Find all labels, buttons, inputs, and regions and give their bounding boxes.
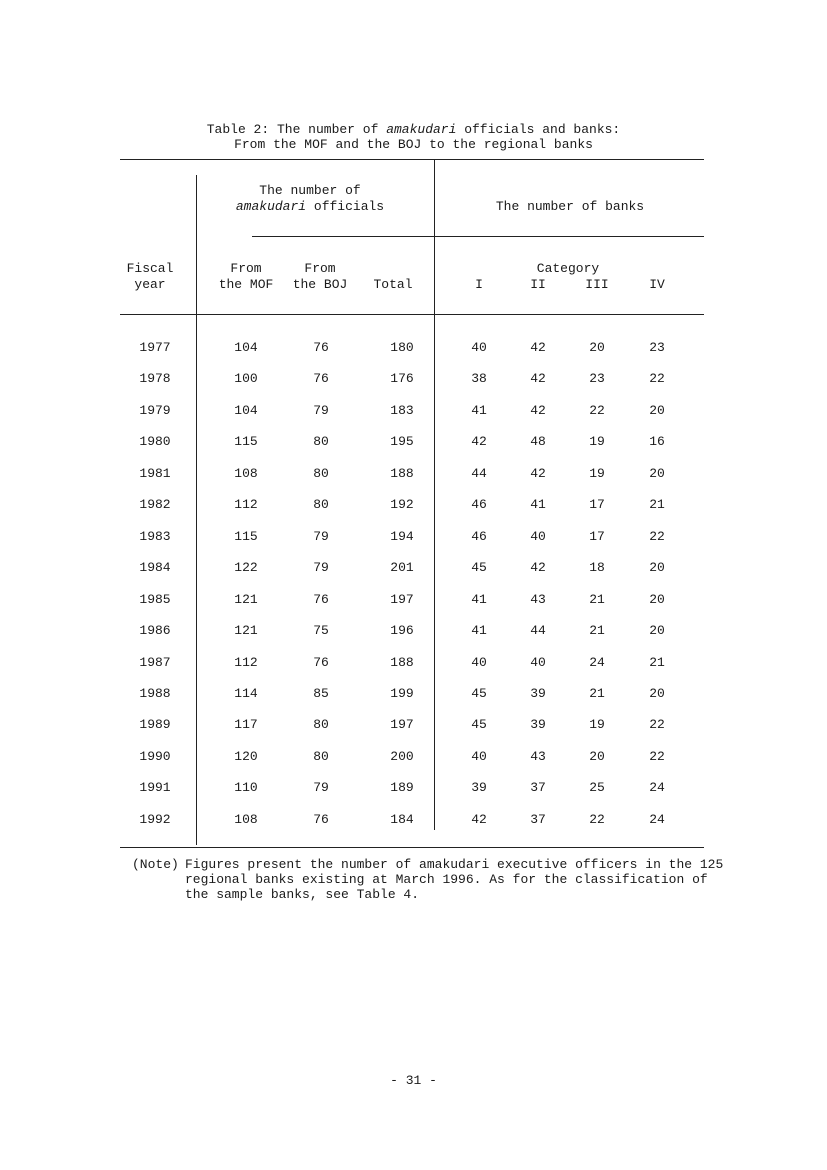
year-column-divider bbox=[196, 175, 197, 845]
cell-category-ii: 42 bbox=[530, 403, 546, 418]
cell-category-ii: 40 bbox=[530, 529, 546, 544]
cell-fiscal-year: 1979 bbox=[139, 403, 171, 418]
cell-category-iv: 22 bbox=[649, 529, 665, 544]
cell-total: 189 bbox=[390, 780, 414, 795]
cell-fiscal-year: 1987 bbox=[139, 655, 171, 670]
cell-from-mof: 112 bbox=[234, 655, 258, 670]
cell-category-iv: 22 bbox=[649, 371, 665, 386]
category-iv-header: IV bbox=[649, 277, 665, 292]
cell-category-ii: 39 bbox=[530, 686, 546, 701]
cell-fiscal-year: 1990 bbox=[139, 749, 171, 764]
cell-from-mof: 108 bbox=[234, 466, 258, 481]
title-line1-prefix: Table 2: The number of bbox=[206, 122, 387, 137]
cell-category-iv: 20 bbox=[649, 403, 665, 418]
cell-category-iii: 20 bbox=[589, 340, 605, 355]
cell-category-iii: 25 bbox=[589, 780, 605, 795]
cell-from-boj: 79 bbox=[313, 780, 329, 795]
header-bottom-rule bbox=[120, 314, 704, 315]
cell-from-mof: 121 bbox=[234, 592, 258, 607]
cell-category-iii: 19 bbox=[589, 466, 605, 481]
cell-category-i: 40 bbox=[471, 749, 487, 764]
from-boj-header-line2: the BOJ bbox=[292, 277, 348, 292]
cell-category-iv: 20 bbox=[649, 592, 665, 607]
category-header: Category bbox=[536, 261, 600, 276]
note-label: (Note) bbox=[132, 857, 179, 872]
cell-total: 180 bbox=[390, 340, 414, 355]
cell-from-boj: 79 bbox=[313, 560, 329, 575]
total-header: Total bbox=[373, 277, 413, 292]
cell-category-ii: 48 bbox=[530, 434, 546, 449]
cell-category-iv: 22 bbox=[649, 717, 665, 732]
cell-from-boj: 76 bbox=[313, 371, 329, 386]
cell-total: 184 bbox=[390, 812, 414, 827]
cell-total: 183 bbox=[390, 403, 414, 418]
cell-category-i: 41 bbox=[471, 403, 487, 418]
cell-total: 188 bbox=[390, 655, 414, 670]
cell-category-i: 42 bbox=[471, 812, 487, 827]
from-boj-header bbox=[284, 261, 356, 293]
cell-category-iv: 20 bbox=[649, 466, 665, 481]
cell-category-iii: 21 bbox=[589, 592, 605, 607]
cell-category-i: 41 bbox=[471, 623, 487, 638]
cell-category-i: 42 bbox=[471, 434, 487, 449]
category-i-header: I bbox=[475, 277, 483, 292]
table-subtitle: From the MOF and the BOJ to the regional banks bbox=[234, 137, 593, 152]
cell-fiscal-year: 1985 bbox=[139, 592, 171, 607]
cell-from-boj: 80 bbox=[313, 434, 329, 449]
cell-from-boj: 80 bbox=[313, 717, 329, 732]
cell-from-mof: 121 bbox=[234, 623, 258, 638]
cell-from-mof: 114 bbox=[234, 686, 258, 701]
cell-category-i: 38 bbox=[471, 371, 487, 386]
cell-category-ii: 42 bbox=[530, 371, 546, 386]
cell-category-ii: 42 bbox=[530, 560, 546, 575]
cell-total: 196 bbox=[390, 623, 414, 638]
cell-from-mof: 120 bbox=[234, 749, 258, 764]
cell-category-ii: 43 bbox=[530, 592, 546, 607]
from-mof-header bbox=[210, 261, 282, 293]
cell-category-iii: 22 bbox=[589, 403, 605, 418]
cell-fiscal-year: 1986 bbox=[139, 623, 171, 638]
cell-total: 192 bbox=[390, 497, 414, 512]
officials-group-suffix: officials bbox=[306, 199, 385, 214]
cell-fiscal-year: 1982 bbox=[139, 497, 171, 512]
cell-from-boj: 80 bbox=[313, 497, 329, 512]
cell-from-boj: 85 bbox=[313, 686, 329, 701]
cell-fiscal-year: 1991 bbox=[139, 780, 171, 795]
cell-category-iii: 19 bbox=[589, 434, 605, 449]
cell-fiscal-year: 1983 bbox=[139, 529, 171, 544]
cell-category-i: 45 bbox=[471, 686, 487, 701]
cell-total: 194 bbox=[390, 529, 414, 544]
cell-category-iii: 20 bbox=[589, 749, 605, 764]
cell-from-mof: 100 bbox=[234, 371, 258, 386]
cell-total: 197 bbox=[390, 717, 414, 732]
cell-category-iii: 23 bbox=[589, 371, 605, 386]
cell-category-ii: 37 bbox=[530, 780, 546, 795]
cell-category-iii: 24 bbox=[589, 655, 605, 670]
cell-from-boj: 79 bbox=[313, 529, 329, 544]
cell-category-i: 45 bbox=[471, 717, 487, 732]
note-text: Figures present the number of amakudari executive officers in the 125 regional banks existing at March 1996. As for the classification of the sample banks, see Table 4. bbox=[185, 857, 724, 902]
from-mof-header-line1: From bbox=[230, 261, 262, 276]
cell-category-iv: 21 bbox=[649, 497, 665, 512]
cell-category-i: 46 bbox=[471, 497, 487, 512]
cell-total: 201 bbox=[390, 560, 414, 575]
cell-total: 176 bbox=[390, 371, 414, 386]
cell-category-iv: 23 bbox=[649, 340, 665, 355]
fiscal-year-header bbox=[120, 261, 180, 293]
cell-from-boj: 76 bbox=[313, 655, 329, 670]
cell-category-iv: 20 bbox=[649, 560, 665, 575]
title-line1-italic: amakudari bbox=[386, 122, 457, 137]
cell-category-ii: 42 bbox=[530, 340, 546, 355]
cell-total: 195 bbox=[390, 434, 414, 449]
cell-from-mof: 108 bbox=[234, 812, 258, 827]
cell-category-iv: 24 bbox=[649, 780, 665, 795]
table-top-rule bbox=[120, 159, 704, 160]
table-bottom-rule bbox=[120, 847, 704, 848]
cell-category-iii: 19 bbox=[589, 717, 605, 732]
cell-category-iii: 17 bbox=[589, 497, 605, 512]
cell-category-iii: 18 bbox=[589, 560, 605, 575]
cell-from-boj: 75 bbox=[313, 623, 329, 638]
cell-fiscal-year: 1984 bbox=[139, 560, 171, 575]
cell-fiscal-year: 1988 bbox=[139, 686, 171, 701]
cell-category-iii: 22 bbox=[589, 812, 605, 827]
cell-category-iii: 21 bbox=[589, 623, 605, 638]
officials-group-line1: The number of bbox=[259, 183, 361, 198]
cell-category-iv: 22 bbox=[649, 749, 665, 764]
cell-category-ii: 42 bbox=[530, 466, 546, 481]
cell-category-ii: 37 bbox=[530, 812, 546, 827]
cell-total: 197 bbox=[390, 592, 414, 607]
fiscal-year-header-line1: Fiscal bbox=[126, 261, 174, 276]
category-ii-header: II bbox=[530, 277, 546, 292]
cell-category-iii: 17 bbox=[589, 529, 605, 544]
cell-total: 188 bbox=[390, 466, 414, 481]
cell-category-i: 46 bbox=[471, 529, 487, 544]
cell-fiscal-year: 1980 bbox=[139, 434, 171, 449]
cell-category-iv: 20 bbox=[649, 686, 665, 701]
cell-from-mof: 104 bbox=[234, 340, 258, 355]
cell-category-i: 39 bbox=[471, 780, 487, 795]
officials-group-header bbox=[220, 183, 400, 215]
cell-fiscal-year: 1992 bbox=[139, 812, 171, 827]
cell-from-mof: 122 bbox=[234, 560, 258, 575]
cell-from-boj: 80 bbox=[313, 749, 329, 764]
cell-from-mof: 104 bbox=[234, 403, 258, 418]
cell-category-iv: 21 bbox=[649, 655, 665, 670]
officials-banks-divider bbox=[434, 160, 435, 830]
title-line1-suffix: officials and banks: bbox=[456, 122, 621, 137]
cell-from-mof: 115 bbox=[234, 529, 258, 544]
page-number: - 31 - bbox=[390, 1073, 437, 1088]
cell-fiscal-year: 1989 bbox=[139, 717, 171, 732]
table-title bbox=[0, 122, 827, 137]
cell-category-iv: 16 bbox=[649, 434, 665, 449]
header-mid-rule bbox=[252, 236, 704, 237]
cell-fiscal-year: 1981 bbox=[139, 466, 171, 481]
cell-category-iv: 20 bbox=[649, 623, 665, 638]
cell-category-ii: 43 bbox=[530, 749, 546, 764]
cell-category-i: 40 bbox=[471, 340, 487, 355]
cell-total: 200 bbox=[390, 749, 414, 764]
cell-from-mof: 115 bbox=[234, 434, 258, 449]
cell-category-iv: 24 bbox=[649, 812, 665, 827]
cell-from-mof: 117 bbox=[234, 717, 258, 732]
cell-category-iii: 21 bbox=[589, 686, 605, 701]
cell-category-ii: 41 bbox=[530, 497, 546, 512]
category-iii-header: III bbox=[585, 277, 609, 292]
cell-from-mof: 110 bbox=[234, 780, 258, 795]
officials-group-line2 bbox=[220, 199, 400, 215]
cell-category-i: 40 bbox=[471, 655, 487, 670]
cell-fiscal-year: 1978 bbox=[139, 371, 171, 386]
cell-from-boj: 76 bbox=[313, 812, 329, 827]
cell-total: 199 bbox=[390, 686, 414, 701]
cell-category-ii: 44 bbox=[530, 623, 546, 638]
cell-from-boj: 80 bbox=[313, 466, 329, 481]
from-mof-header-line2: the MOF bbox=[218, 277, 274, 292]
from-boj-header-line1: From bbox=[304, 261, 336, 276]
cell-category-i: 45 bbox=[471, 560, 487, 575]
cell-fiscal-year: 1977 bbox=[139, 340, 171, 355]
cell-category-i: 41 bbox=[471, 592, 487, 607]
cell-from-boj: 79 bbox=[313, 403, 329, 418]
cell-category-i: 44 bbox=[471, 466, 487, 481]
banks-group-header: The number of banks bbox=[495, 199, 645, 214]
cell-from-boj: 76 bbox=[313, 592, 329, 607]
fiscal-year-header-line2: year bbox=[134, 277, 166, 292]
cell-from-boj: 76 bbox=[313, 340, 329, 355]
cell-category-ii: 39 bbox=[530, 717, 546, 732]
cell-category-ii: 40 bbox=[530, 655, 546, 670]
officials-group-italic: amakudari bbox=[235, 199, 307, 214]
cell-from-mof: 112 bbox=[234, 497, 258, 512]
